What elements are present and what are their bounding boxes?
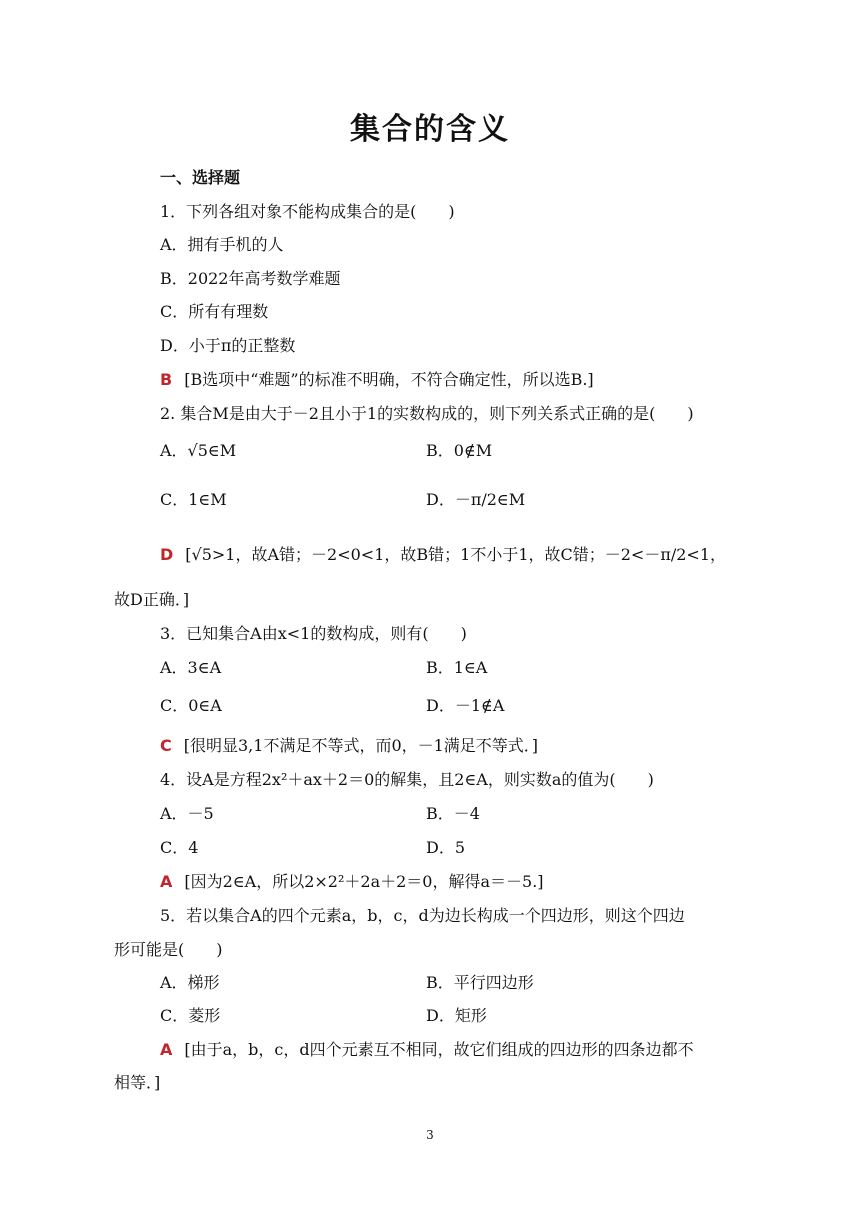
section-heading: 一、选择题 xyxy=(160,168,241,187)
q1-answer-row xyxy=(160,370,594,390)
q4-option-d: D．5 xyxy=(426,838,466,857)
q5-answer: A xyxy=(160,1040,173,1059)
q3-explanation: [很明显3,1不满足不等式，而0，－1满足不等式．] xyxy=(183,736,539,755)
q4-stem: 4．设A是方程2x²＋ax＋2＝0的解集，且2∈A，则实数a的值为( ) xyxy=(160,770,654,789)
q2-option-a: A．√5∈M xyxy=(160,441,237,460)
q5-explanation-1: [由于a，b，c，d四个元素互不相同，故它们组成的四边形的四条边都不 xyxy=(184,1040,694,1059)
q3-option-a: A．3∈A xyxy=(160,658,222,677)
q3-option-c: C．0∈A xyxy=(160,696,222,715)
q5-option-d: D．矩形 xyxy=(426,1006,487,1025)
q2-explanation-2: 故D正确．] xyxy=(114,590,190,609)
q2-option-d: D．－π/2∈M xyxy=(426,490,526,509)
q4-answer-row xyxy=(160,872,544,892)
q3-stem: 3．已知集合A由x<1的数构成，则有( ) xyxy=(160,624,467,643)
q2-answer-row xyxy=(160,545,726,565)
q1-option-c: C．所有有理数 xyxy=(160,302,269,321)
q1-option-b: B．2022年高考数学难题 xyxy=(160,269,341,288)
q1-answer: B xyxy=(160,370,173,389)
q1-stem: 1．下列各组对象不能构成集合的是( ) xyxy=(160,202,455,221)
q1-option-d: D．小于π的正整数 xyxy=(160,336,296,355)
q4-option-a: A．－5 xyxy=(160,804,214,823)
q3-option-d: D．－1∉A xyxy=(426,696,505,715)
q5-answer-row xyxy=(160,1040,694,1060)
q5-option-b: B．平行四边形 xyxy=(426,973,534,992)
q2-option-c: C．1∈M xyxy=(160,490,227,509)
q2-answer: D xyxy=(160,545,174,564)
q1-option-a: A．拥有手机的人 xyxy=(160,235,284,254)
q5-option-c: C．菱形 xyxy=(160,1006,221,1025)
q4-option-c: C．4 xyxy=(160,838,199,857)
q3-option-b: B．1∈A xyxy=(426,658,488,677)
q4-option-b: B．－4 xyxy=(426,804,480,823)
page-title: 集合的含义 xyxy=(350,112,510,147)
page-number: 3 xyxy=(426,1128,434,1142)
q3-answer: C xyxy=(160,736,172,755)
q2-explanation-1: [√5>1，故A错；－2<0<1，故B错；1不小于1，故C错；－2<－π/2<1， xyxy=(185,545,727,564)
q4-answer: A xyxy=(160,872,173,891)
q2-stem: 2. 集合M是由大于－2且小于1的实数构成的，则下列关系式正确的是( ) xyxy=(160,404,694,423)
q5-stem-1: 5．若以集合A的四个元素a，b，c，d为边长构成一个四边形，则这个四边 xyxy=(160,906,685,925)
q5-explanation-2: 相等．] xyxy=(114,1073,161,1092)
q4-explanation: [因为2∈A，所以2×2²＋2a＋2＝0，解得a＝－5.] xyxy=(184,872,544,891)
q2-option-b: B．0∉M xyxy=(426,441,493,460)
q5-option-a: A．梯形 xyxy=(160,973,220,992)
q3-answer-row xyxy=(160,736,538,756)
q5-stem-2: 形可能是( ) xyxy=(114,940,223,959)
q1-explanation: [B选项中“难题”的标准不明确，不符合确定性，所以选B.] xyxy=(184,370,594,389)
